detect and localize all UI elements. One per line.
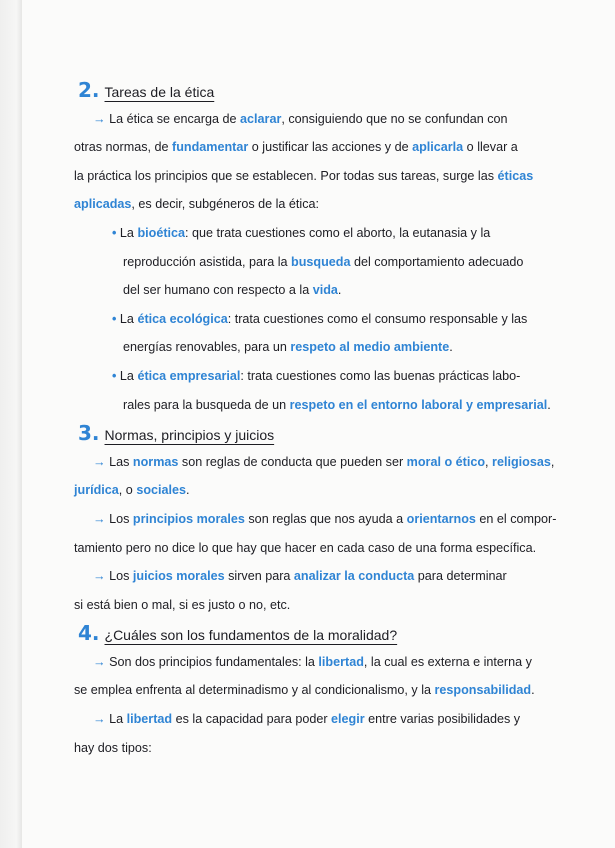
text-segment: . — [186, 483, 190, 498]
highlighted-term: religiosas — [492, 454, 551, 469]
text-segment: Los — [105, 569, 133, 584]
text-line — [0, 105, 615, 134]
text-line — [0, 391, 615, 420]
text-line — [0, 305, 615, 334]
line-text — [78, 619, 397, 651]
line-text — [112, 362, 520, 391]
line-text — [78, 419, 274, 451]
text-line — [0, 276, 615, 305]
text-segment: energías renovables, para un — [123, 340, 291, 355]
line-text — [112, 219, 490, 248]
text-segment: para determinar — [414, 569, 507, 584]
highlighted-term: juicios morales — [132, 569, 225, 584]
text-line — [0, 734, 615, 763]
line-text — [74, 591, 290, 620]
arrow-marker: → — [93, 569, 106, 584]
text-segment: Los — [105, 511, 133, 526]
text-segment: , — [550, 454, 555, 469]
text-segment: La — [105, 712, 127, 727]
section-heading — [0, 76, 615, 105]
line-text — [74, 534, 536, 563]
arrow-marker: → — [93, 111, 106, 126]
highlighted-term: principios morales — [132, 511, 245, 526]
section-title: Tareas de la ética — [104, 84, 215, 100]
highlighted-term: vida — [312, 283, 338, 298]
text-segment: Las — [105, 454, 133, 469]
arrow-marker: → — [93, 454, 106, 469]
text-line — [0, 248, 615, 277]
text-line — [0, 219, 615, 248]
line-text — [93, 648, 532, 677]
text-line — [0, 648, 615, 677]
text-segment: . — [531, 683, 535, 698]
text-segment: o llevar a — [463, 140, 518, 155]
text-segment: rales para la busqueda de un — [123, 397, 290, 412]
text-segment: la práctica los principios que se establecen. Por todas sus tareas, surge las — [74, 168, 498, 183]
line-text — [93, 448, 554, 477]
text-segment: , — [485, 454, 493, 469]
text-segment: : trata cuestiones como el consumo responsable y las — [227, 311, 528, 326]
text-segment: otras normas, de — [74, 140, 172, 155]
text-line — [0, 591, 615, 620]
line-text — [74, 133, 518, 162]
text-segment: Son dos principios fundamentales: la — [105, 654, 319, 669]
highlighted-term: responsabilidad — [434, 683, 532, 698]
text-segment: , es decir, subgéneros de la ética: — [131, 197, 320, 212]
text-line — [0, 190, 615, 219]
bullet-marker: • — [112, 311, 117, 326]
line-text — [93, 705, 520, 734]
line-text — [74, 676, 535, 705]
text-segment: , o — [118, 483, 137, 498]
arrow-marker: → — [93, 712, 106, 727]
section-heading — [0, 419, 615, 448]
line-text — [74, 734, 152, 763]
text-segment: La — [116, 311, 138, 326]
arrow-marker: → — [93, 511, 106, 526]
highlighted-term: éticas — [497, 168, 534, 183]
text-segment: del ser humano con respecto a la — [123, 283, 313, 298]
line-text — [123, 333, 453, 362]
section-title: Normas, principios y juicios — [104, 427, 275, 444]
text-segment: La — [116, 368, 138, 383]
highlighted-term: busqueda — [291, 254, 351, 269]
line-text — [93, 505, 556, 534]
highlighted-term: libertad — [126, 712, 173, 727]
highlighted-term: fundamentar — [172, 140, 249, 155]
text-segment: o justificar las acciones y de — [248, 140, 413, 155]
highlighted-term: bioética — [137, 225, 186, 240]
line-text — [112, 305, 527, 334]
text-line — [0, 505, 615, 534]
line-text — [93, 105, 508, 134]
highlighted-term: elegir — [331, 712, 365, 727]
highlighted-term: aplicarla — [412, 140, 464, 155]
text-line — [0, 476, 615, 505]
highlighted-term: aplicadas — [74, 197, 132, 212]
section-number: 4. — [78, 621, 100, 646]
highlighted-term: aclarar — [240, 111, 282, 126]
line-text — [123, 391, 551, 420]
text-line — [0, 562, 615, 591]
text-line — [0, 133, 615, 162]
text-segment: La ética se encarga de — [105, 111, 241, 126]
highlighted-term: ética ecológica — [137, 311, 228, 326]
bullet-marker: • — [112, 225, 117, 240]
text-segment: . — [449, 340, 453, 355]
text-segment: son reglas que nos ayuda a — [244, 511, 407, 526]
highlighted-term: sociales — [136, 483, 187, 498]
text-segment: es la capacidad para poder — [172, 712, 332, 727]
highlighted-term: normas — [132, 454, 179, 469]
line-text — [74, 162, 533, 191]
text-segment: tamiento pero no dice lo que hay que hacer en cada caso de una forma específica. — [74, 540, 537, 555]
text-line — [0, 333, 615, 362]
text-line — [0, 705, 615, 734]
highlighted-term: ética empresarial — [137, 368, 241, 383]
section-heading — [0, 619, 615, 648]
text-line — [0, 534, 615, 563]
arrow-marker: → — [93, 654, 106, 669]
text-segment: . — [337, 283, 342, 298]
text-line — [0, 162, 615, 191]
text-segment: : que trata cuestiones como el aborto, la eutanasia y la — [185, 225, 491, 240]
highlighted-term: moral o ético — [406, 454, 486, 469]
text-segment: entre varias posibilidades y — [364, 712, 521, 727]
line-text — [78, 76, 214, 108]
text-segment: si está bien o mal, si es justo o no, etc. — [74, 597, 291, 612]
handwritten-notes — [0, 76, 615, 762]
line-text — [74, 190, 319, 219]
highlighted-term: respeto al medio ambiente — [290, 340, 450, 355]
text-segment: se emplea enfrenta al determinadismo y al condicionalismo, y la — [74, 683, 435, 698]
line-text — [93, 562, 507, 591]
text-segment: hay dos tipos: — [74, 740, 152, 755]
text-segment: : trata cuestiones como las buenas prácticas labo- — [240, 368, 521, 383]
line-text — [74, 476, 190, 505]
text-segment: del comportamiento adecuado — [350, 254, 524, 269]
highlighted-term: jurídica — [74, 483, 119, 498]
text-line — [0, 676, 615, 705]
line-text — [123, 248, 523, 277]
highlighted-term: libertad — [318, 654, 364, 669]
text-segment: La — [116, 225, 138, 240]
text-segment: sirven para — [224, 569, 294, 584]
text-line — [0, 448, 615, 477]
section-title: ¿Cuáles son los fundamentos de la moralidad? — [104, 627, 398, 644]
section-number: 3. — [78, 421, 100, 446]
highlighted-term: analizar la conducta — [293, 569, 415, 584]
text-line — [0, 362, 615, 391]
text-segment: , consiguiendo que no se confundan con — [281, 111, 508, 126]
highlighted-term: orientarnos — [406, 511, 476, 526]
section-number: 2. — [78, 78, 100, 102]
highlighted-term: respeto en el entorno laboral y empresarial — [289, 397, 548, 412]
text-segment: , la cual es externa e interna y — [363, 654, 532, 669]
text-segment: reproducción asistida, para la — [123, 254, 292, 269]
text-segment: son reglas de conducta que pueden ser — [178, 454, 407, 469]
bullet-marker: • — [112, 368, 117, 383]
text-segment: . — [547, 397, 551, 412]
line-text — [123, 276, 341, 305]
text-segment: en el compor- — [475, 511, 557, 526]
